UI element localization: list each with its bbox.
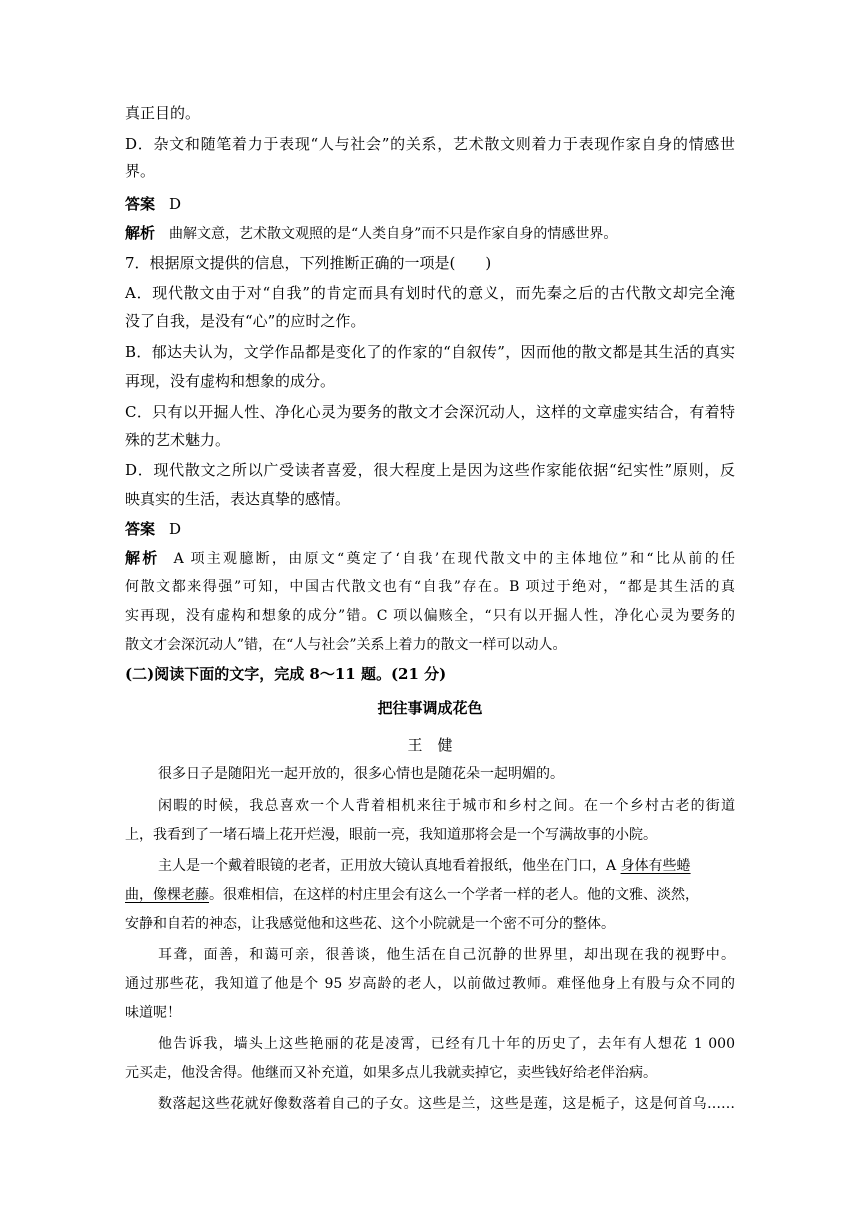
explanation-7-line-2: 何散文都来得强”可知，中国古代散文也有“自我”存在。B 项过于绝对，“都是其生活的真 bbox=[125, 579, 735, 595]
answer-value: D bbox=[169, 195, 182, 213]
paragraph-3-line-1 bbox=[158, 856, 691, 876]
paragraph-1: 很多日子是随阳光一起开放的，很多心情也是随花朵一起明媚的。 bbox=[158, 766, 564, 782]
option-c-line-1: C．只有以开掘人性、净化心灵为要务的散文才会深沉动人，这样的文章虚实结合，有着特 bbox=[125, 403, 735, 421]
paragraph-3-line-3: 安静和自若的神态，让我感觉他和这些花、这个小院就是一个密不可分的整体。 bbox=[125, 916, 615, 932]
answer-label: 答案 bbox=[125, 195, 156, 213]
paragraph-4-line-2: 通过那些花，我知道了他是个 95 岁高龄的老人，以前做过教师。难怪他身上有股与众不同的 bbox=[125, 976, 735, 992]
explanation-label: 解析 bbox=[125, 224, 156, 242]
underlined-text: 曲，像棵老藤 bbox=[125, 887, 209, 903]
paragraph-2-line-2: 上，我看到了一堵石墙上花开烂漫，眼前一亮，我知道那将会是一个写满故事的小院。 bbox=[125, 827, 657, 843]
question-7: 7．根据原文提供的信息，下列推断正确的一项是( ) bbox=[125, 254, 492, 272]
paragraph-text: 主人是一个戴着眼镜的老者，正用放大镜认真地看着报纸，他坐在门口，A bbox=[158, 858, 621, 874]
underlined-text: 身体有些蜷 bbox=[620, 858, 691, 874]
answer-label: 答案 bbox=[125, 520, 156, 538]
explanation-7-line-4: 散文才会深沉动人”错，在“人与社会”关系上着力的散文一样可以动人。 bbox=[125, 637, 567, 653]
text-line: 界。 bbox=[125, 162, 156, 180]
explanation-text: 曲解文意，艺术散文观照的是“人类自身”而不只是作家自身的情感世界。 bbox=[169, 226, 618, 242]
section-heading: (二)阅读下面的文字，完成 8～11 题。(21 分) bbox=[125, 665, 447, 683]
option-b-line-1: B．郁达夫认为，文学作品都是变化了的作家的“自叙传”，因而他的散文都是其生活的真实 bbox=[125, 343, 735, 361]
explanation-text: A 项主观臆断，由原文“奠定了‘自我’在现代散文中的主体地位”和“比从前的任 bbox=[173, 551, 735, 567]
article-author: 王 健 bbox=[407, 736, 453, 754]
option-d-line-1: D．现代散文之所以广受读者喜爱，很大程度上是因为这些作家能依据“纪实性”原则，反 bbox=[125, 461, 735, 479]
answer-7 bbox=[125, 519, 181, 539]
option-b-line-2: 再现，没有虚构和想象的成分。 bbox=[125, 372, 336, 390]
explanation-label: 解析 bbox=[125, 549, 160, 567]
option-d-line-1: D．杂文和随笔着力于表现“人与社会”的关系，艺术散文则着力于表现作家自身的情感世 bbox=[125, 135, 735, 153]
article-title: 把往事调成花色 bbox=[377, 699, 483, 717]
paragraph-3-line-2 bbox=[125, 885, 699, 905]
paragraph-5-line-1: 他告诉我，墙头上这些艳丽的花是凌霄，已经有几十年的历史了，去年有人想花 1 000 bbox=[158, 1036, 735, 1052]
text-line: 真正目的。 bbox=[125, 104, 201, 122]
paragraph-2-line-1: 闲暇的时候，我总喜欢一个人背着相机来往于城市和乡村之间。在一个乡村古老的街道 bbox=[158, 798, 735, 814]
option-c-line-2: 殊的艺术魅力。 bbox=[125, 431, 231, 449]
answer-6 bbox=[125, 194, 181, 214]
option-a-line-1: A．现代散文由于对“自我”的肯定而具有划时代的意义，而先秦之后的古代散文却完全淹 bbox=[125, 284, 735, 302]
paragraph-4-line-3: 味道呢！ bbox=[125, 1005, 181, 1021]
option-d-line-2: 映真实的生活，表达真挚的感情。 bbox=[125, 490, 351, 508]
paragraph-6-line-1: 数落起这些花就好像数落着自己的子女。这些是兰，这些是莲，这是栀子，这是何首乌…… bbox=[158, 1096, 735, 1112]
explanation-7-line-1 bbox=[125, 548, 735, 569]
option-a-line-2: 没了自我，是没有“心”的应时之作。 bbox=[125, 312, 366, 330]
paragraph-5-line-2: 元买走，他没舍得。他继而又补充道，如果多点儿我就卖掉它，卖些钱好给老伴治病。 bbox=[125, 1065, 657, 1081]
paragraph-4-line-1: 耳聋，面善，和蔼可亲，很善谈，他生活在自己沉静的世界里，却出现在我的视野中。 bbox=[158, 947, 735, 963]
paragraph-text: 。很难相信，在这样的村庄里会有这么一个学者一样的老人。他的文雅、淡然， bbox=[209, 887, 699, 903]
answer-value: D bbox=[169, 520, 182, 538]
explanation-7-line-3: 实再现，没有虚构和想象的成分”错。C 项以偏赅全，“只有以开掘人性，净化心灵为要务的 bbox=[125, 608, 735, 624]
explanation-6 bbox=[125, 223, 617, 244]
